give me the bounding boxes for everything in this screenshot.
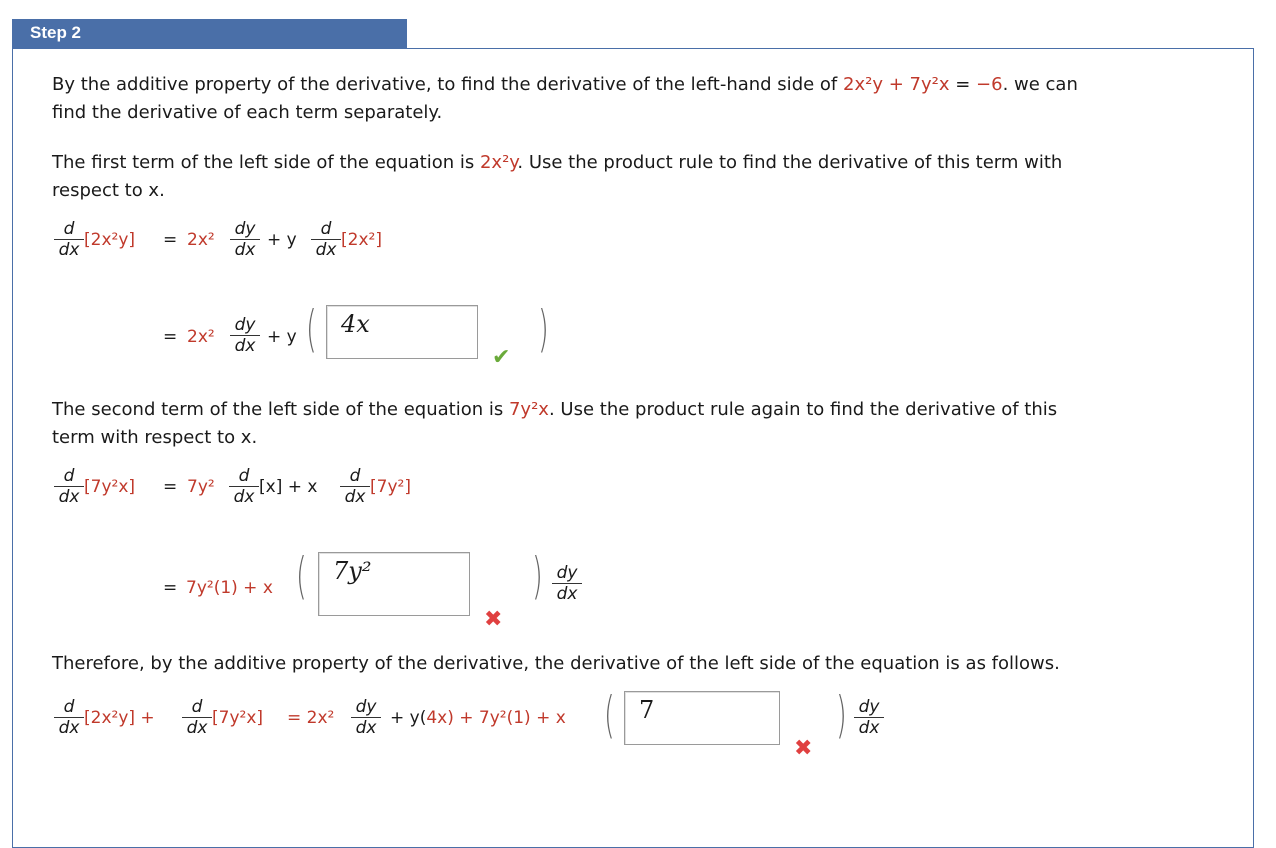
eq5-argument-1: [2x²y] + bbox=[84, 708, 155, 728]
intro-paragraph bbox=[52, 71, 1078, 127]
second-term-text-end: . Use the product rule again to find the derivative of this bbox=[548, 399, 1058, 420]
derivative-operator: d dx bbox=[182, 697, 212, 738]
eq1-coefficient: 2x² bbox=[187, 230, 215, 250]
answer-box-2[interactable] bbox=[318, 552, 470, 616]
conclusion-paragraph bbox=[52, 650, 1060, 678]
intro-text: By the additive property of the derivative, to find the derivative of the left-hand side of bbox=[52, 74, 838, 95]
answer-box-3[interactable] bbox=[624, 691, 780, 745]
step-label: Step 2 bbox=[30, 23, 82, 42]
eq1-argument-2: [2x²] bbox=[341, 230, 382, 250]
first-term-paragraph bbox=[52, 149, 1062, 205]
eq2-equals: = bbox=[163, 327, 178, 347]
eq3-x-term: [x] + x bbox=[259, 477, 318, 497]
eq5-argument-2: [7y²x] bbox=[212, 708, 264, 728]
intro-text-line2: find the derivative of each term separately. bbox=[52, 102, 443, 123]
eq4-equals: = bbox=[163, 578, 178, 598]
second-term: 7y²x bbox=[508, 399, 549, 420]
eq2-coefficient: 2x² bbox=[187, 327, 215, 347]
right-paren: ) bbox=[532, 547, 543, 605]
derivative-operator: d dx bbox=[340, 466, 370, 507]
step-header-tab bbox=[12, 19, 407, 49]
eq3-argument: [7y²x] bbox=[84, 477, 136, 497]
eq1-equals: = bbox=[163, 230, 178, 250]
dy-dx-fraction: dy dx bbox=[854, 697, 884, 738]
equation-equals: = bbox=[949, 74, 977, 95]
dy-dx-fraction: dy dx bbox=[230, 219, 260, 260]
intro-text-end: . we can bbox=[1002, 74, 1078, 95]
first-term-text-end: . Use the product rule to find the derivative of this term with bbox=[517, 152, 1063, 173]
cross-icon: ✖ bbox=[794, 736, 813, 761]
eq2-plus-y: + y bbox=[267, 327, 297, 347]
equation-lhs: 2x²y + 7y²x bbox=[843, 74, 950, 95]
second-term-paragraph bbox=[52, 396, 1057, 452]
first-term-text-line2: respect to x. bbox=[52, 180, 165, 201]
eq1-plus-y: + y bbox=[267, 230, 297, 250]
derivative-operator: d dx bbox=[54, 219, 84, 260]
right-paren: ) bbox=[538, 300, 549, 358]
left-paren: ( bbox=[306, 300, 317, 358]
first-term-text: The first term of the left side of the equation is bbox=[52, 152, 475, 173]
answer-3-value: 7 bbox=[639, 696, 655, 724]
eq1-argument: [2x²y] bbox=[84, 230, 136, 250]
derivative-operator: d dx bbox=[229, 466, 259, 507]
conclusion-text: Therefore, by the additive property of the derivative, the derivative of the left side of the equation is as follows. bbox=[52, 653, 1060, 674]
eq5-middle: + y(4x) + 7y²(1) + x bbox=[390, 708, 566, 728]
equation-rhs: −6 bbox=[976, 74, 1003, 95]
eq5-coefficient: = 2x² bbox=[287, 708, 335, 728]
dy-dx-fraction: dy dx bbox=[230, 315, 260, 356]
eq3-argument-2: [7y²] bbox=[370, 477, 411, 497]
first-term: 2x²y bbox=[479, 152, 518, 173]
second-term-text: The second term of the left side of the equation is bbox=[52, 399, 504, 420]
dy-dx-fraction: dy dx bbox=[351, 697, 381, 738]
answer-box-1[interactable] bbox=[326, 305, 478, 359]
cross-icon: ✖ bbox=[484, 607, 503, 632]
answer-1-value: 4x bbox=[341, 310, 370, 338]
left-paren: ( bbox=[296, 547, 307, 605]
eq4-expression: 7y²(1) + x bbox=[186, 578, 273, 598]
right-paren: ) bbox=[836, 686, 847, 744]
eq3-equals: = bbox=[163, 477, 178, 497]
left-paren: ( bbox=[604, 686, 615, 744]
derivative-operator: d dx bbox=[311, 219, 341, 260]
eq3-coefficient: 7y² bbox=[187, 477, 215, 497]
dy-dx-fraction: dy dx bbox=[552, 563, 582, 604]
derivative-operator: d dx bbox=[54, 466, 84, 507]
derivative-operator: d dx bbox=[54, 697, 84, 738]
answer-2-value: 7y² bbox=[333, 557, 372, 585]
check-icon: ✔ bbox=[492, 345, 511, 370]
second-term-text-line2: term with respect to x. bbox=[52, 427, 258, 448]
